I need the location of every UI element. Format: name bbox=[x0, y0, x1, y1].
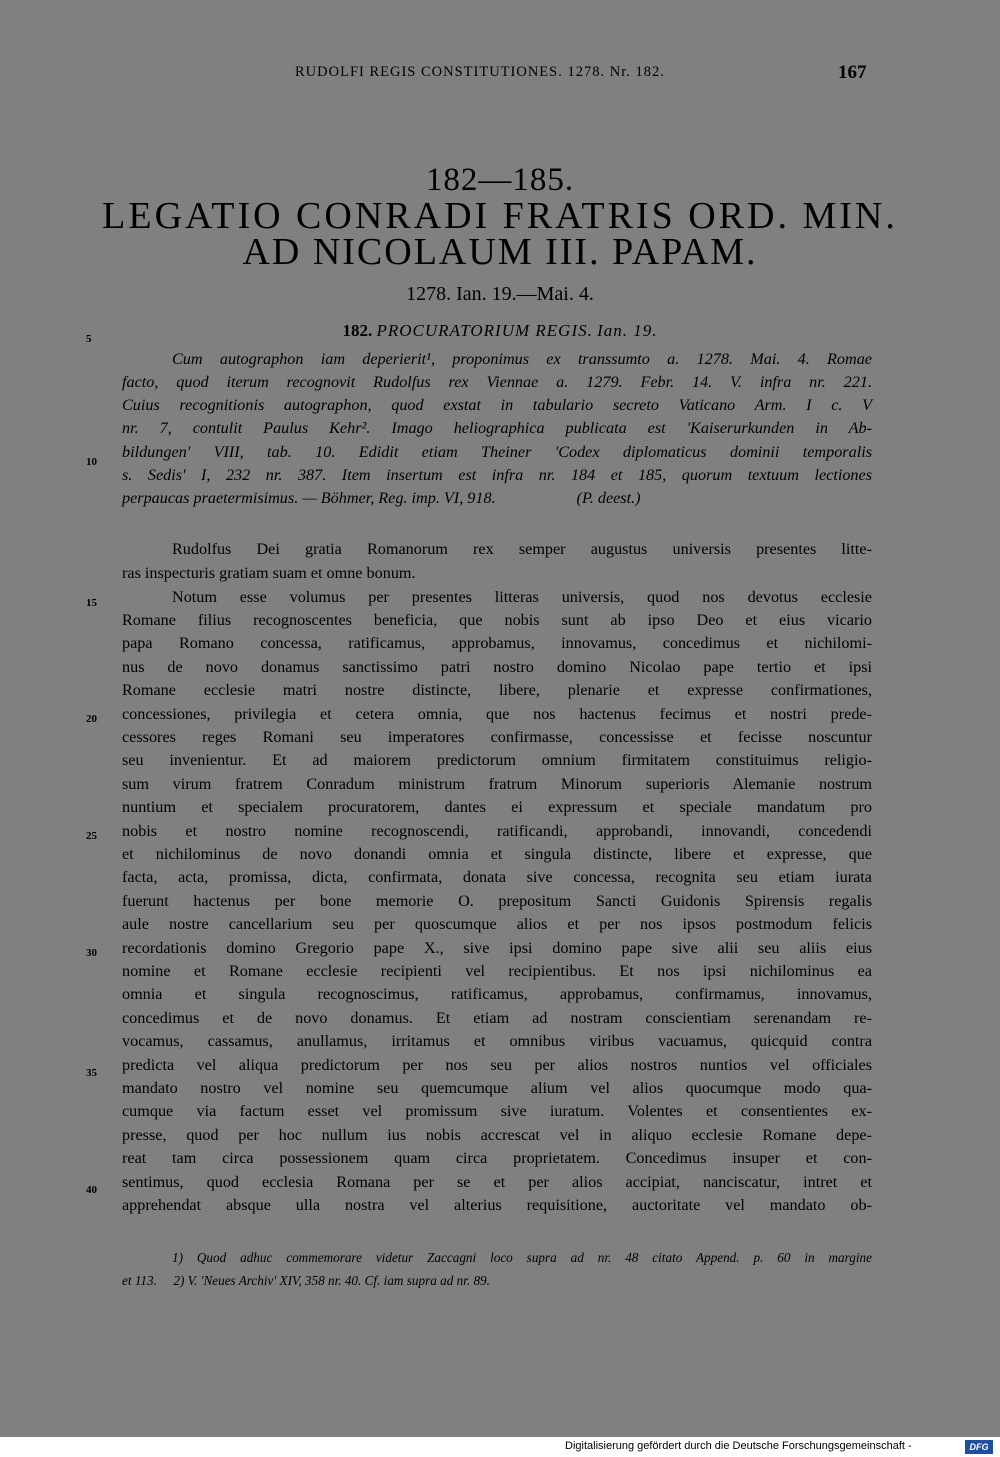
margin-line-number: 10 bbox=[86, 456, 97, 468]
body-line: reat tam circa possessionem quam circa proprietatem. Concedimus insuper et con- bbox=[122, 1149, 872, 1167]
body-line: nuntium et specialem procuratorem, dantes ei expressum et speciale mandatum pro bbox=[122, 798, 872, 816]
body-line: Romane ecclesie matri nostre distincte, libere, plenarie et expresse confirmationes, bbox=[122, 681, 872, 699]
body-line: Romane filius recognoscentes beneficia, que nobis sunt ab ipso Deo et eius vicario bbox=[122, 611, 872, 629]
running-title: RUDOLFI REGIS CONSTITUTIONES. 1278. Nr. 182. bbox=[295, 64, 665, 80]
intro-line: nr. 7, contulit Paulus Kehr². Imago heliographica publicata est 'Kaiserurkunden in Ab- bbox=[122, 419, 872, 437]
document-title: PROCURATORIUM REGIS. bbox=[376, 321, 593, 340]
body-line: cessores reges Romani seu imperatores confirmasse, concessisse et fecisse noscuntur bbox=[122, 728, 872, 746]
body-line: apprehendat absque ulla nostra vel alterius requisitione, auctoritate vel mandato ob- bbox=[122, 1196, 872, 1214]
footnote-line: et 113. 2) V. 'Neues Archiv' XIV, 358 nr. 40. Cf. iam supra ad nr. 89. bbox=[122, 1273, 490, 1288]
body-line: aule nostre cancellarium seu per quoscumque alios et per nos ipsos postmodum felicis bbox=[122, 915, 872, 933]
body-line: seu invenientur. Et ad maiorem predictorum omnium firmitatem constituimus religio- bbox=[122, 751, 872, 769]
body-line: nobis et nostro nomine recognoscendi, ratificandi, approbandi, innovandi, concedendi bbox=[122, 822, 872, 840]
body-line: Notum esse volumus per presentes litteras universis, quod nos devotus ecclesie bbox=[172, 588, 872, 606]
intro-line: s. Sedis' I, 232 nr. 387. Item insertum est infra nr. 184 et 185, quorum textuum lectiones bbox=[122, 466, 872, 484]
main-title-line-2: AD NICOLAUM III. PAPAM. bbox=[242, 231, 758, 273]
margin-line-number: 5 bbox=[86, 333, 92, 345]
body-line: papa Romano concessa, ratificamus, approbamus, innovamus, concedimus et nichilomi- bbox=[122, 634, 872, 652]
body-line: cumque via factum esset vel promissum sive iuratum. Volentes et consentientes ex- bbox=[122, 1102, 872, 1120]
body-line: sentimus, quod ecclesia Romana per se et per alios accipiat, nanciscatur, intret et bbox=[122, 1173, 872, 1191]
title-date-range: 1278. Ian. 19.—Mai. 4. bbox=[406, 283, 594, 305]
margin-line-number: 20 bbox=[86, 713, 97, 725]
body-line: nomine et Romane ecclesie recipienti vel recipientibus. Et nos ipsi nichilominus ea bbox=[122, 962, 872, 980]
intro-line: bildungen' VIII, tab. 10. Edidit etiam Theiner 'Codex diplomaticus dominii temporalis bbox=[122, 443, 872, 461]
intro-line: Cuius recognitionis autographon, quod exstat in tabulario secreto Vaticano Arm. I c. V bbox=[122, 396, 872, 414]
document-heading bbox=[0, 321, 1000, 341]
document-date: Ian. 19. bbox=[597, 321, 658, 340]
page-number: 167 bbox=[838, 62, 867, 83]
main-title-line-1: LEGATIO CONRADI FRATRIS ORD. MIN. bbox=[102, 195, 898, 237]
margin-line-number: 15 bbox=[86, 597, 97, 609]
body-line: concessiones, privilegia et cetera omnia, que nos hactenus fecimus et nostri prede- bbox=[122, 705, 872, 723]
margin-line-number: 40 bbox=[86, 1184, 97, 1196]
body-line: presse, quod per hoc nullum ius nobis accrescat vel in aliquo ecclesie Romane depe- bbox=[122, 1126, 872, 1144]
body-line: ras inspecturis gratiam suam et omne bonum. bbox=[122, 564, 416, 582]
body-line: fuerunt hactenus per bone memorie O. prepositum Sancti Guidonis Spirensis regalis bbox=[122, 892, 872, 910]
dfg-logo: DFG bbox=[965, 1440, 993, 1454]
section-number-range: 182—185. bbox=[425, 162, 575, 198]
margin-line-number: 35 bbox=[86, 1067, 97, 1079]
margin-line-number: 30 bbox=[86, 947, 97, 959]
digitization-credit: Digitalisierung gefördert durch die Deutsche Forschungsgemeinschaft - bbox=[565, 1440, 912, 1452]
body-line: facta, acta, promissa, dicta, confirmata, donata sive concessa, recognita seu etiam iurata bbox=[122, 868, 872, 886]
body-line: predicta vel aliqua predictorum per nos seu per alios nostros nuntios vel officiales bbox=[122, 1056, 872, 1074]
intro-line: facto, quod iterum recognovit Rudolfus rex Viennae a. 1279. Febr. 14. V. infra nr. 221. bbox=[122, 373, 872, 391]
intro-line: Cum autographon iam deperierit¹, proponimus ex transsumto a. 1278. Mai. 4. Romae bbox=[172, 350, 872, 368]
body-line: et nichilominus de novo donandi omnia et singula distincte, libere et expresse, que bbox=[122, 845, 872, 863]
running-header bbox=[0, 64, 1000, 86]
document-number: 182. bbox=[342, 321, 373, 340]
body-line: vocamus, cassamus, anullamus, irritamus et omnibus viribus vacuamus, quicquid contra bbox=[122, 1032, 872, 1050]
body-line: nus de novo donamus sanctissimo patri nostro domino Nicolao pape tertio et ipsi bbox=[122, 658, 872, 676]
body-line: sum virum fratrem Conradum ministrum fratrum Minorum superioris Alemanie nostrum bbox=[122, 775, 872, 793]
footnote-line: 1) Quod adhuc commemorare videtur Zaccagni loco supra ad nr. 48 citato Append. p. 60 in margine bbox=[172, 1250, 872, 1265]
body-line: concedimus et de novo donamus. Et etiam ad nostram conscientiam serenandam re- bbox=[122, 1009, 872, 1027]
body-line: recordationis domino Gregorio pape X., sive ipsi domino pape sive alii seu aliis eius bbox=[122, 939, 872, 957]
intro-line: perpaucas praetermisimus. — Böhmer, Reg. imp. VI, 918. (P. deest.) bbox=[122, 489, 641, 507]
body-line: Rudolfus Dei gratia Romanorum rex semper augustus universis presentes litte- bbox=[172, 540, 872, 558]
margin-line-number: 25 bbox=[86, 830, 97, 842]
body-line: omnia et singula recognoscimus, ratificamus, approbamus, confirmamus, innovamus, bbox=[122, 985, 872, 1003]
body-line: mandato nostro vel nomine seu quemcumque alium vel alios quocumque modo qua- bbox=[122, 1079, 872, 1097]
